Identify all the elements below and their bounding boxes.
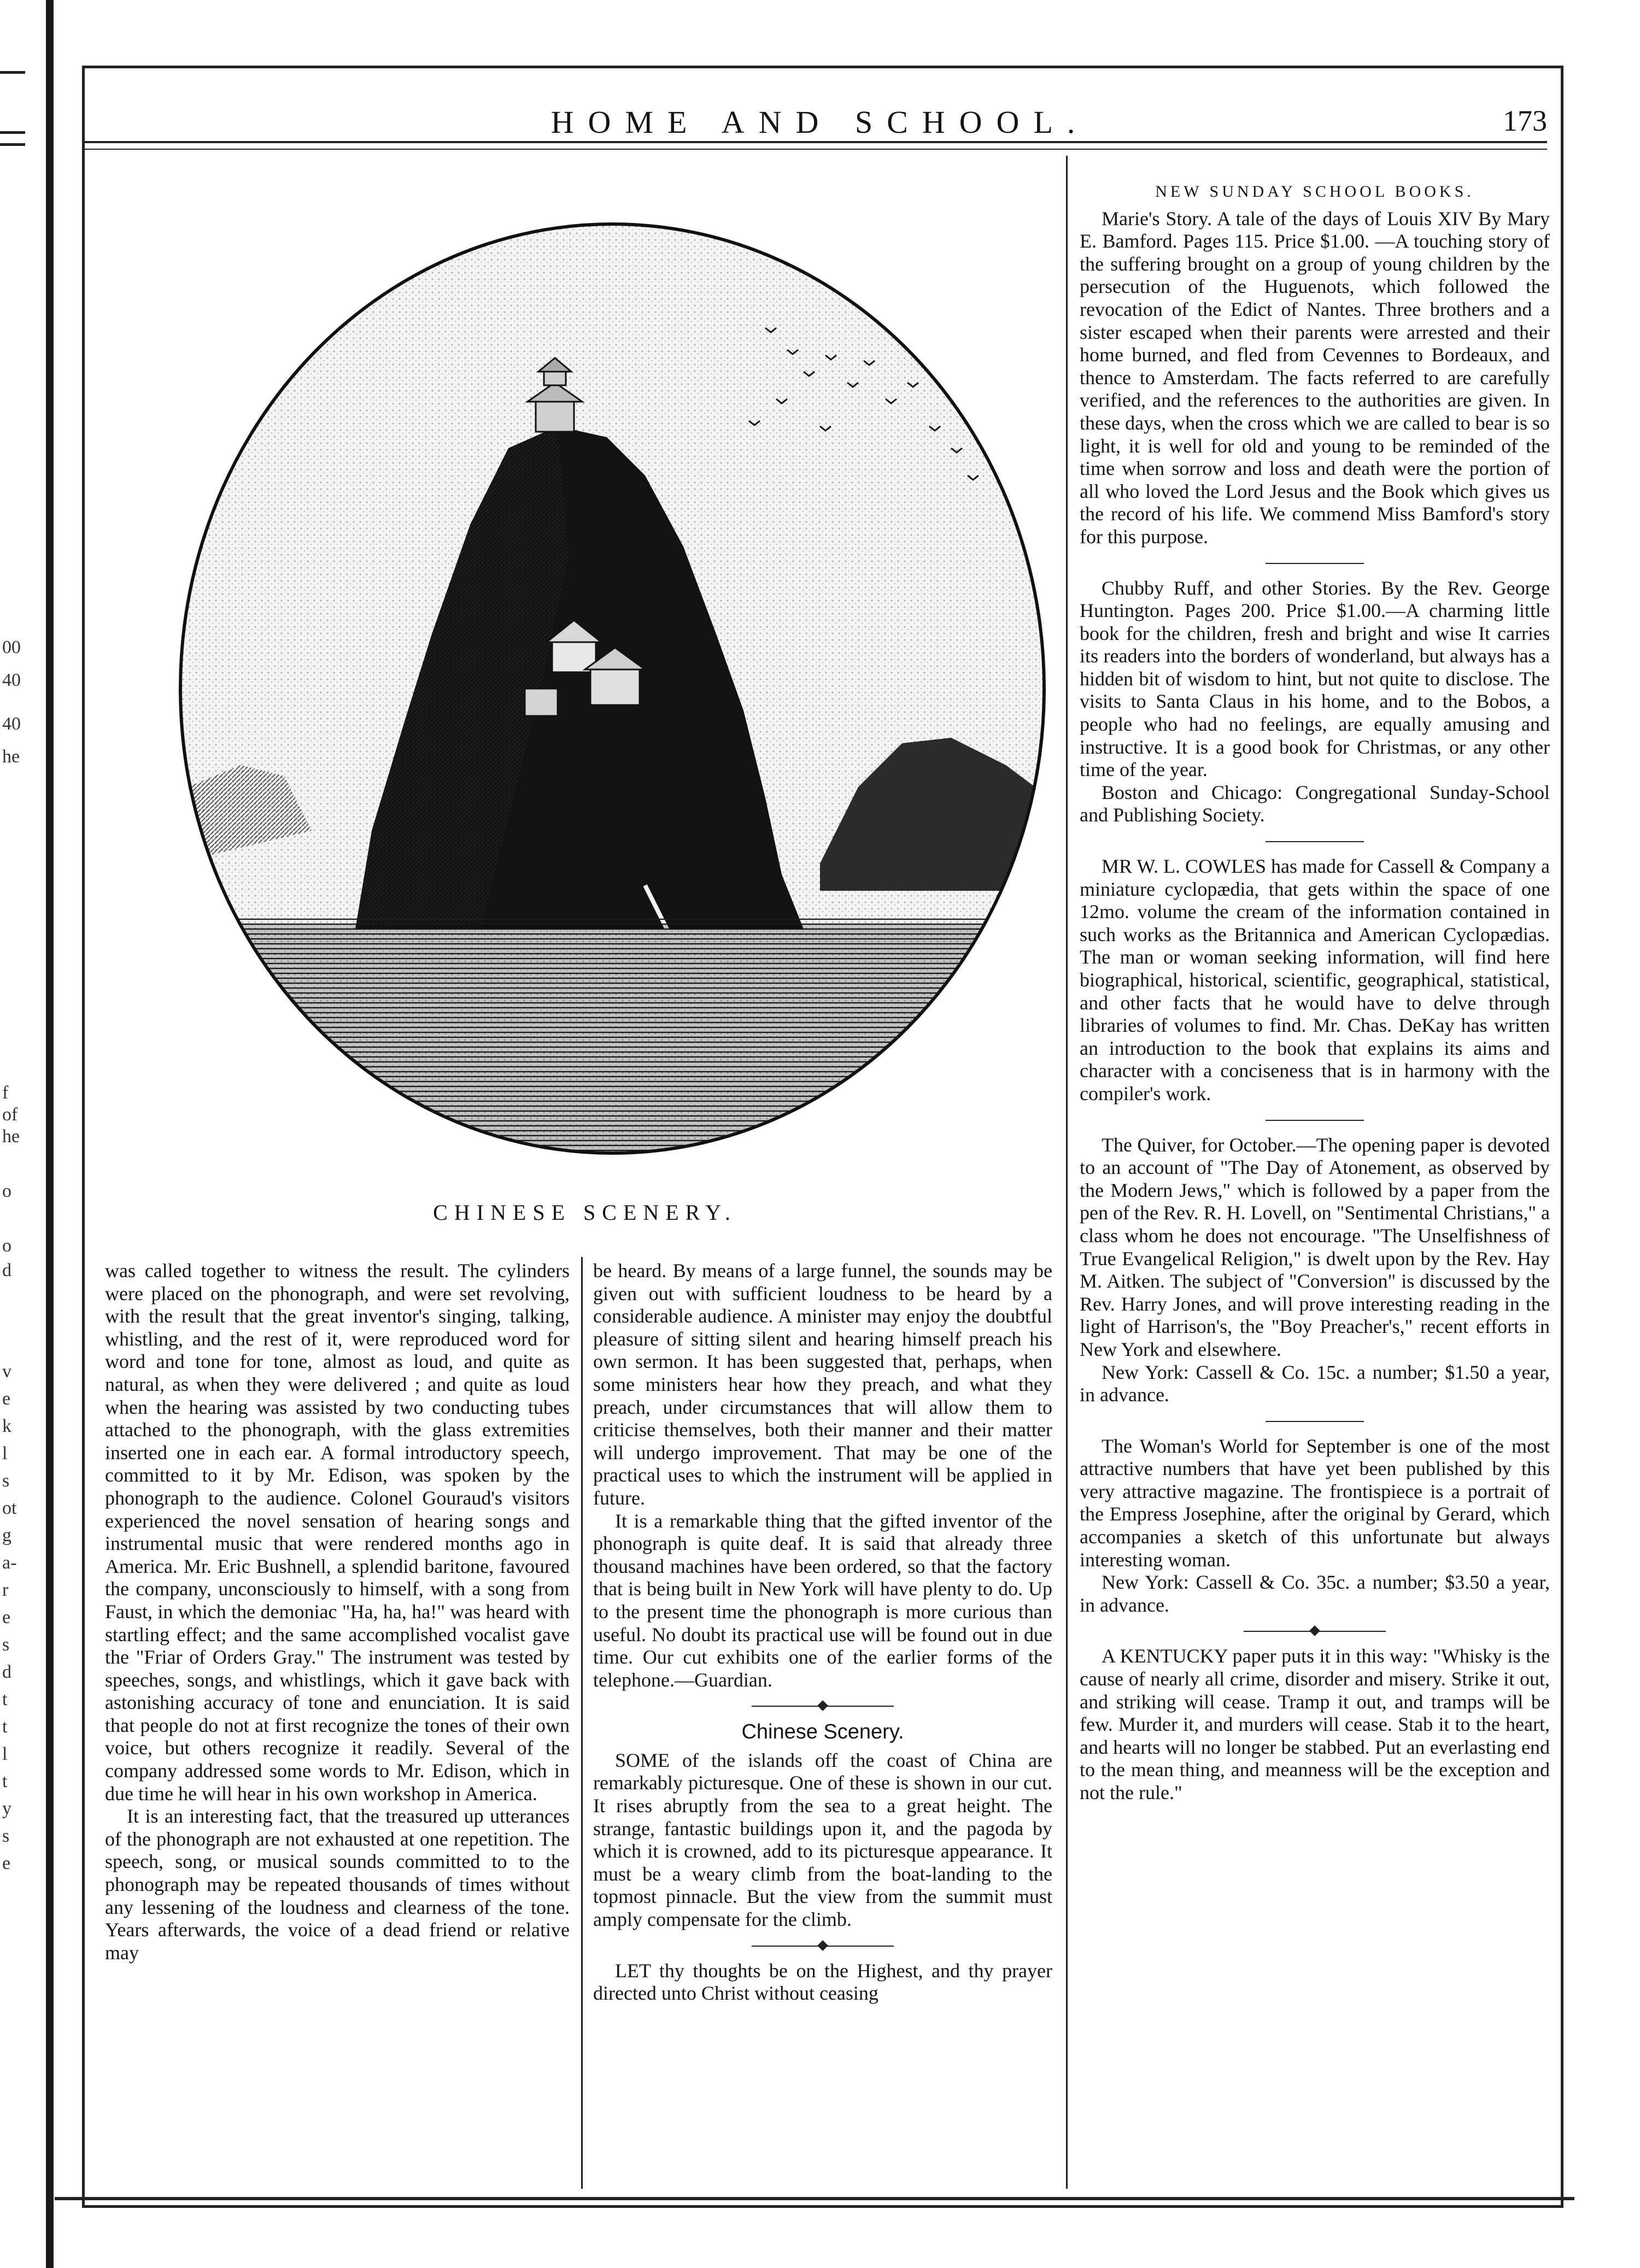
edge-fragment: he xyxy=(2,747,20,767)
publisher-line: Boston and Chicago: Congregational Sunday-School and Publishing Society. xyxy=(1080,781,1550,826)
price-line: New York: Cassell & Co. 35c. a number; $3.50 a year, in advance. xyxy=(1080,1571,1550,1616)
edge-fragment: e xyxy=(2,1607,11,1627)
edge-fragment: a- xyxy=(2,1553,17,1573)
paragraph: It is a remarkable thing that the gifted inventor of the phonograph is quite deaf. It is said that already three thousand machines have been ordered, so that the factory that is being built in New York will have plenty to do. Up to the present time the phonograph is more curious than useful. No doubt its practical use will be found out in due time. Our cut exhibits one of the earlier forms of the telephone.—Guardian. xyxy=(593,1509,1052,1691)
notice: MR W. L. COWLES has made for Cassell & Company a miniature cyclopædia, that gets within the space of one 12mo. volume the cream of the information contained in such works as the Britannica and American Cyclopædias. The man or woman seeking information, will find here biographical, historical, scientific, geographical, statistical, and other facts that he would have to delve through libraries of volumes to find. Mr. Chas. DeKay has written an introduction to the book that explains its aims and character with a conciseness that is in harmony with the compiler's work. xyxy=(1080,855,1550,1104)
edge-fragment: s xyxy=(2,1826,10,1846)
edge-fragment: e xyxy=(2,1853,11,1873)
edge-fragment: he xyxy=(2,1126,20,1147)
edge-fragment: t xyxy=(2,1717,8,1737)
edge-rule xyxy=(0,143,25,146)
column-rule xyxy=(1066,156,1068,2189)
rule-divider xyxy=(1080,830,1550,852)
paragraph: was called together to witness the result. The cylinders were placed on the phonograph, and were set revolving, with the result that the great inventor's singing, talking, whistling, and the rest of it, were reproduced word for word and tone for tone, almost as loud, and quite as natural, as when they were delivered ; and quite as loud when the hearing was assisted by two conducting tubes attached to the phonograph, with the glass extremities inserted one in each ear. A formal introductory speech, committed to it by Mr. Edison, was spoken by the phonograph to the audience. Colonel Gouraud's visitors experienced the novel sensation of hearing songs and instrumental music that were rendered months ago in America. Mr. Eric Bushnell, a splendid baritone, favoured the company, unconsciously to himself, with a song from Faust, in which the demoniac "Ha, ha, ha!" was heard with startling effect; and the same accomplished vocalist gave the "Friar of Orders Gray." The instrument was tested by speeches, songs, and whistlings, which it gave back with astonishing accuracy of tone and enunciation. It is said that people do not at first recognize the tones of their own voice, but others recognize it readily. Several of the company addressed some words to Mr. Edison, which in due time he will hear in his own workshop in America. xyxy=(105,1260,570,1805)
edge-fragment: r xyxy=(2,1580,9,1600)
edge-fragment: of xyxy=(2,1104,18,1125)
edge-fragment: s xyxy=(2,1635,10,1655)
running-title: HOME AND SCHOOL. xyxy=(550,104,1090,140)
paragraph: SOME of the islands off the coast of China are remarkably picturesque. One of these is shown in our cut. It rises abruptly from the sea to a great height. The strange, fantastic buildings upon it, and the pagoda by which it is crowned, add to its picturesque appearance. It must be a weary climb from the boat-landing to the topmost pinnacle. But the view from the summit must amply compensate for the climb. xyxy=(593,1749,1052,1931)
notice: The Woman's World for September is one of the most attractive numbers that have yet been published by this very attractive magazine. The frontispiece is a portrait of the Empress Josephine, after the original by Gerard, which accompanies a sketch of this unfortunate but always interesting woman. xyxy=(1080,1435,1550,1571)
ornament-divider xyxy=(593,1695,1052,1717)
column-b xyxy=(593,1260,1052,2005)
section-heading: NEW SUNDAY SCHOOL BOOKS. xyxy=(1155,183,1474,201)
edge-rule xyxy=(0,71,25,74)
edge-fragment: 40 xyxy=(2,670,21,690)
edge-fragment: l xyxy=(2,1744,8,1764)
column-c xyxy=(1080,180,1550,1805)
gutter-shadow xyxy=(46,0,54,2268)
edge-fragment: ot xyxy=(2,1498,17,1518)
edge-fragment: t xyxy=(2,1771,8,1791)
figure-caption: CHINESE SCENERY. xyxy=(433,1200,737,1225)
rule-divider xyxy=(1080,1109,1550,1131)
edge-rule xyxy=(0,131,25,134)
edge-fragment: 40 xyxy=(2,714,21,734)
footer-rule xyxy=(55,2197,1574,2200)
book-notice: Chubby Ruff, and other Stories. By the Rev. George Huntington. Pages 200. Price $1.00.—A charming little book for the children, fresh and bright and wise It carries its readers into the borders of wonderland, but always has a hidden bit of wisdom to hint, but not quite to disclose. The visits to Santa Claus in his home, and to the Bobos, a people who had no feelings, are equally amusing and instructive. It is a good book for Christmas, or any other time of the year. xyxy=(1080,577,1550,781)
price-line: New York: Cassell & Co. 15c. a number; $1.50 a year, in advance. xyxy=(1080,1361,1550,1406)
rule-divider xyxy=(1080,1410,1550,1432)
chinese-scenery-engraving xyxy=(175,219,1050,1159)
paragraph: LET thy thoughts be on the Highest, and thy prayer directed unto Christ without ceasing xyxy=(593,1959,1052,2005)
header-rule xyxy=(82,141,1547,143)
paragraph: be heard. By means of a large funnel, the sounds may be given out with sufficient loudness to be heard by a considerable audience. A minister may enjoy the doubtful pleasure of sitting silent and hearing himself preach his own sermon. It has been suggested that, perhaps, when some ministers hear how they preach, and what they preach, under circumstances that will allow them to criticise themselves, both their manner and their matter will undergo improvement. That may be one of the practical uses to which the instrument will be applied in future. xyxy=(593,1260,1052,1509)
paragraph: It is an interesting fact, that the treasured up utterances of the phonograph are not exhausted at one repetition. The speech, song, or musical sounds committed to to the phonograph may be repeated thousands of times without any lessening of the loudness and clearness of the tone. Years afterwards, the voice of a dead friend or relative may xyxy=(105,1805,570,1964)
edge-fragment: o xyxy=(2,1181,11,1201)
notice: The Quiver, for October.—The opening paper is devoted to an account of "The Day of Atonement, as observed by the Modern Jews," which is followed by a paper from the pen of the Rev. R. H. Lovell, on "Sentimental Christians," a class whom he does not encourage. "The Unselfishness of True Evangelical Religion," is dwelt upon by the Rev. Hay M. Aitken. The subject of "Conversion" is discussed by the Rev. Harry Jones, and will prove interesting reading in the light of Harrison's, the "Boy Preacher's," recent efforts in New York and elsewhere. xyxy=(1080,1133,1550,1360)
edge-fragment: o xyxy=(2,1236,11,1256)
edge-fragment: y xyxy=(2,1799,11,1819)
section-title: Chinese Scenery. xyxy=(741,1720,904,1744)
edge-fragment: f xyxy=(2,1083,9,1103)
running-head xyxy=(82,104,1558,142)
edge-fragment: e xyxy=(2,1389,11,1409)
edge-fragment: k xyxy=(2,1416,11,1436)
edge-fragment: t xyxy=(2,1689,8,1709)
ornament-divider xyxy=(593,1935,1052,1956)
book-notice: Marie's Story. A tale of the days of Louis XIV By Mary E. Bamford. Pages 115. Price $1.00. —A touching story of the suffering brought on a group of young children by the persecution of the Huguenots, which followed the revocation of the Edict of Nantes. Three brothers and a sister escaped when their parents were arrested and their home burned, and fled from Cevennes to Bordeaux, and thence to Amsterdam. The facts referred to are carefully verified, and the references to the authorities are given. In these days, when the cross which we are called to bear is so light, it is well for old and young to be reminded of the time when sorrow and loss and death were the portion of all who loved the Lord Jesus and the Book which gives us the record of his life. We commend Miss Bamford's story for this purpose. xyxy=(1080,207,1550,548)
column-rule xyxy=(581,1257,583,2189)
edge-fragment: g xyxy=(2,1525,11,1546)
notice: A KENTUCKY paper puts it in this way: "Whisky is the cause of nearly all crime, disorder and misery. Strike it out, and striking will cease. Tramp it out, and tramps will be few. Murder it, and murders will cease. Stab it to the heart, and hearts will no longer be stabbed. Put an everlasting end to the mean thing, and meanness will be the exception and not the rule." xyxy=(1080,1645,1550,1803)
ornament-divider xyxy=(1080,1620,1550,1642)
page-number: 173 xyxy=(1503,104,1547,137)
column-a xyxy=(105,1260,570,1964)
header-rule xyxy=(82,149,1547,150)
edge-fragment: d xyxy=(2,1260,11,1280)
edge-fragment: s xyxy=(2,1471,10,1491)
edge-fragment: 00 xyxy=(2,637,21,657)
edge-fragment: l xyxy=(2,1443,8,1464)
binding-margin xyxy=(0,0,28,2268)
rule-divider xyxy=(1080,552,1550,574)
edge-fragment: v xyxy=(2,1361,11,1382)
edge-fragment: d xyxy=(2,1662,11,1682)
